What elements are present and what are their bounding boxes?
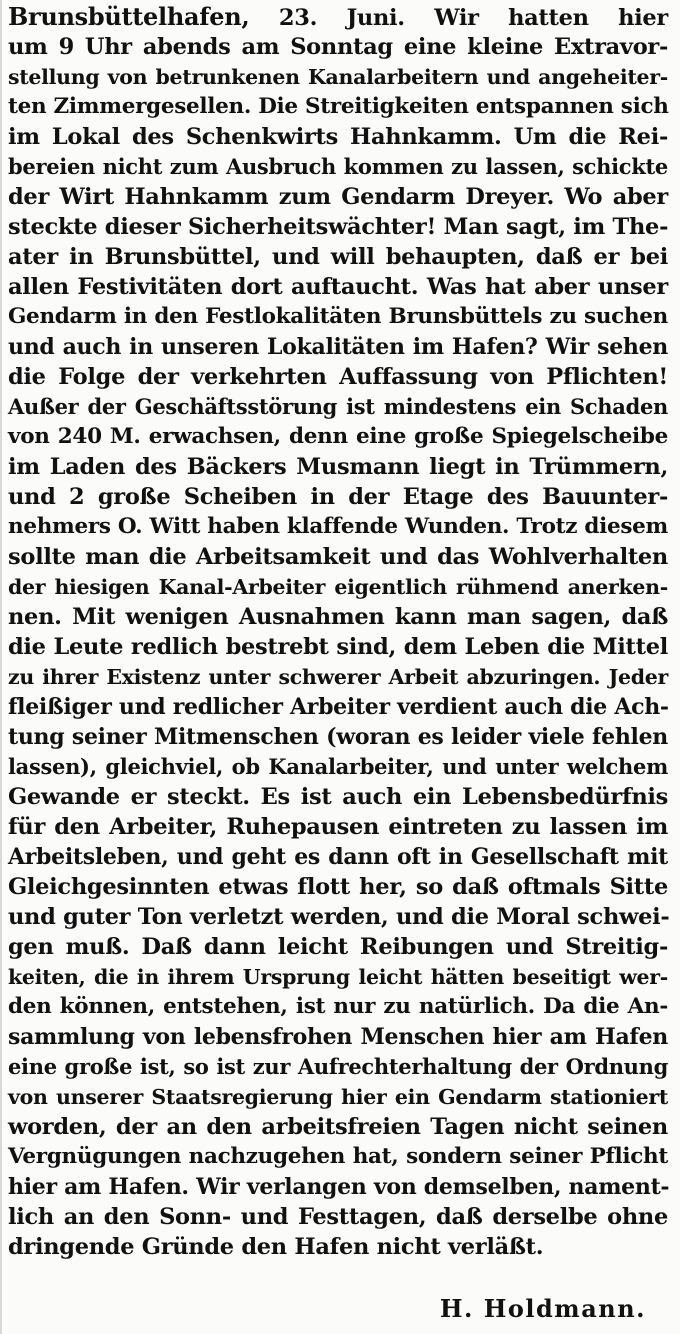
article-line: und auch in unseren Lokalitäten im Hafen? Wir sehen — [8, 334, 668, 360]
article-line: und guter Ton verletzt werden, und die Moral schwei- — [8, 904, 670, 930]
article-line: Vergnügungen nachzugehen hat, sondern seiner Pflicht — [8, 1144, 668, 1169]
article-line: nen. Mit wenigen Ausnahmen kann man sagen, daß — [8, 604, 668, 630]
article-line: ten Zimmergesellen. Die Streitigkeiten entspannen sich — [8, 94, 669, 119]
article-line: steckte dieser Sicherheitswächter! Man sagt, im The- — [8, 214, 669, 240]
article-line: Gewande er steckt. Es ist auch ein Lebensbedürfnis — [8, 784, 668, 810]
article-line: ater in Brunsbüttel, und will behaupten, daß er bei — [8, 244, 668, 270]
article-line: sollte man die Arbeitsamkeit und das Wohlverhalten — [8, 544, 668, 570]
article-line: Gendarm in den Festlokalitäten Brunsbüttels zu suchen — [8, 304, 668, 329]
article-line: von 240 M. erwachsen, denn eine große Spiegelscheibe — [8, 424, 668, 449]
article-line: worden, der an den arbeitsfreien Tagen nicht seinen — [8, 1114, 668, 1140]
article-line: hier am Hafen. Wir verlangen von demselben, nament- — [8, 1174, 670, 1200]
article-line: im Laden des Bäckers Musmann liegt in Trümmern, — [8, 454, 668, 480]
dateline-rest: 23. Juni. Wir hatten hier — [249, 5, 668, 31]
article-line: dringende Gründe den Hafen nicht verläßt. — [8, 1234, 544, 1260]
author-signature: H. Holdmann. — [439, 1294, 646, 1323]
article-line: um 9 Uhr abends am Sonntag eine kleine Extravor- — [8, 34, 668, 60]
scan-edge — [0, 0, 2, 1334]
article-line: Außer der Geschäftsstörung ist mindestens ein Schaden — [8, 394, 668, 419]
article-line: lich an den Sonn- und Festtagen, daß derselbe ohne — [8, 1204, 668, 1230]
article-line: von unserer Staatsregierung hier ein Gendarm stationiert — [8, 1085, 668, 1109]
article-line: lassen), gleichviel, ob Kanalarbeiter, und unter welchem — [8, 754, 668, 779]
article-line: eine große ist, so ist zur Aufrechterhaltung der Ordnung — [8, 1054, 668, 1079]
article-line: Arbeitsleben, und geht es dann oft in Gesellschaft mit — [8, 844, 668, 870]
article-line: der Wirt Hahnkamm zum Gendarm Dreyer. Wo aber — [8, 184, 668, 210]
article-line: bereien nicht zum Ausbruch kommen zu lassen, schickte — [8, 154, 668, 179]
article-line: fleißiger und redlicher Arbeiter verdient auch die Ach- — [8, 694, 669, 720]
article-line: der hiesigen Kanal-Arbeiter eigentlich rühmend anerken- — [8, 575, 668, 599]
article-line: sammlung von lebensfrohen Menschen hier am Hafen — [8, 1024, 668, 1050]
article-line: stellung von betrunkenen Kanalarbeitern und angeheiter- — [8, 65, 668, 89]
article-line: die Leute redlich bestrebt sind, dem Leben die Mittel — [8, 634, 668, 660]
dateline-place: Brunsbüttelhafen, — [8, 2, 250, 31]
article-line: keiten, die in ihrem Ursprung leicht hätten beseitigt wer- — [8, 965, 668, 989]
article-line: für den Arbeiter, Ruhepausen eintreten zu lassen im — [8, 814, 668, 840]
article-line: zu ihrer Existenz unter schwerer Arbeit abzuringen. Jeder — [8, 665, 668, 689]
article-line: nehmers O. Witt haben klaffende Wunden. Trotz diesem — [8, 514, 668, 539]
article-line: den können, entstehen, ist nur zu natürlich. Da die An- — [8, 994, 668, 1019]
article-line: gen muß. Daß dann leicht Reibungen und Streitig- — [8, 934, 668, 960]
article-line: Gleichgesinnten etwas flott her, so daß oftmals Sitte — [8, 874, 668, 900]
article-line: und 2 große Scheiben in der Etage des Bauunter- — [8, 484, 668, 510]
article-line: im Lokal des Schenkwirts Hahnkamm. Um die Rei- — [8, 124, 668, 150]
article-line: tung seiner Mitmenschen (woran es leider viele fehlen — [8, 724, 668, 750]
article-line — [8, 2, 668, 32]
article-line: allen Festivitäten dort auftaucht. Was hat aber unser — [8, 274, 668, 300]
article-line: die Folge der verkehrten Auffassung von Pflichten! — [8, 364, 668, 390]
